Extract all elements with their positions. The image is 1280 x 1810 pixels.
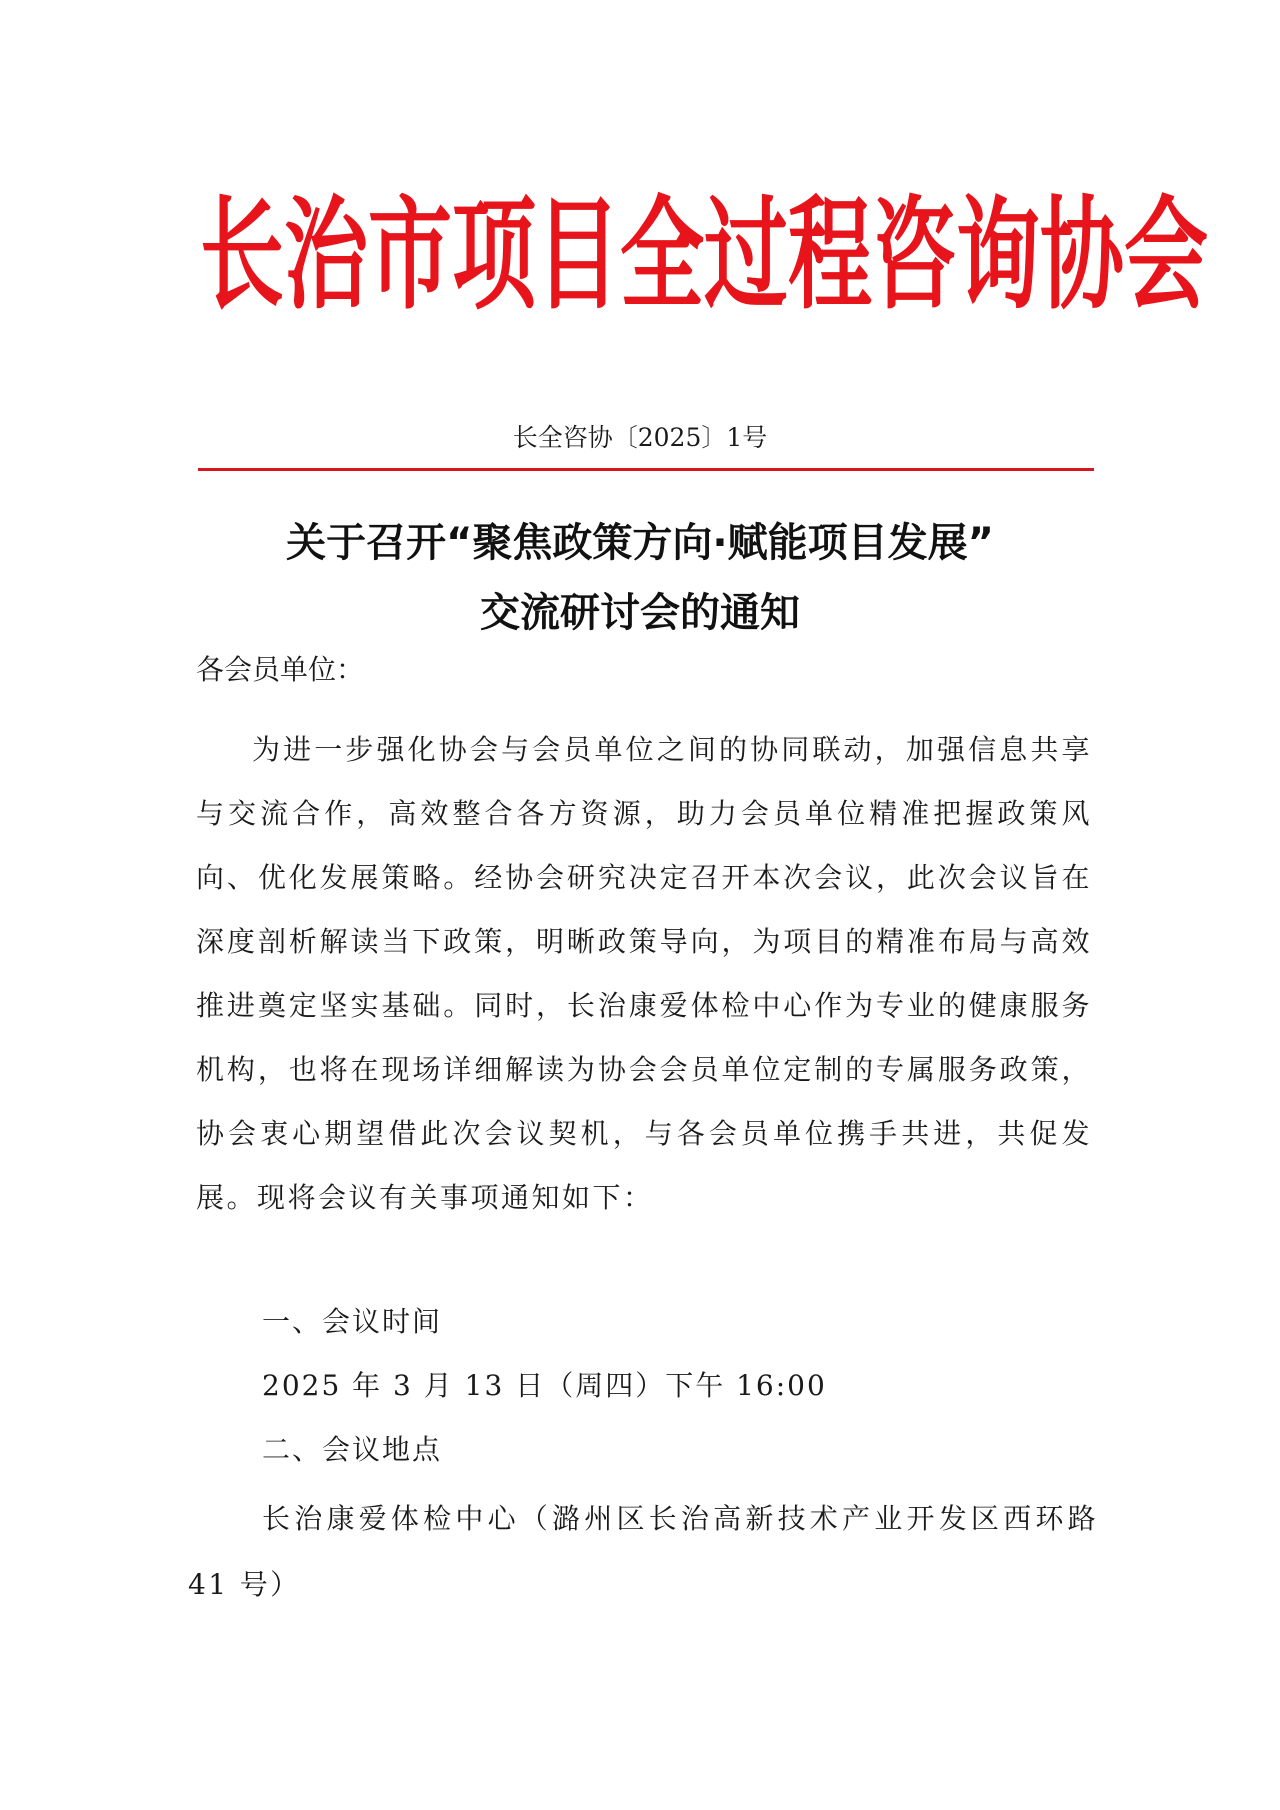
meeting-time: 2025 年 3 月 13 日（周四）下午 16:00 [262,1369,827,1402]
title-line-2: 交流研讨会的通知 [480,590,800,636]
red-divider-line [198,468,1094,471]
document-number: 长全咨协〔2025〕1号 [512,423,768,452]
salutation: 各会员单位： [196,653,365,686]
organization-masthead: 长治市项目全过程咨询协会 [200,183,1209,327]
meeting-venue: 长治康爱体检中心（潞州区长治高新技术产业开发区西环路 41 号） [188,1502,1098,1601]
section-1-heading: 一、会议时间 [262,1305,443,1338]
section-2-heading: 二、会议地点 [262,1433,443,1466]
body-paragraph: 为进一步强化协会与会员单位之间的协同联动，加强信息共享与交流合作，高效整合各方资源，助力会员单位精准把握政策风向、优化发展策略。经协会研究决定召开本次会议，此次会议旨在深度剖析解读当下政策，明晰政策导向，为项目的精准布局与高效推进奠定坚实基础。同时，长治康爱体检中心作为专业的健康服务机构，也将在现场详细解读为协会会员单位定制的专属服务政策，协会衷心期望借此次会议契机，与各会员单位携手共进，共促发展。现将会议有关事项通知如下： [196,733,1092,1214]
document-title [160,508,1120,648]
title-line-1: 关于召开“聚焦政策方向·赋能项目发展” [286,520,994,566]
